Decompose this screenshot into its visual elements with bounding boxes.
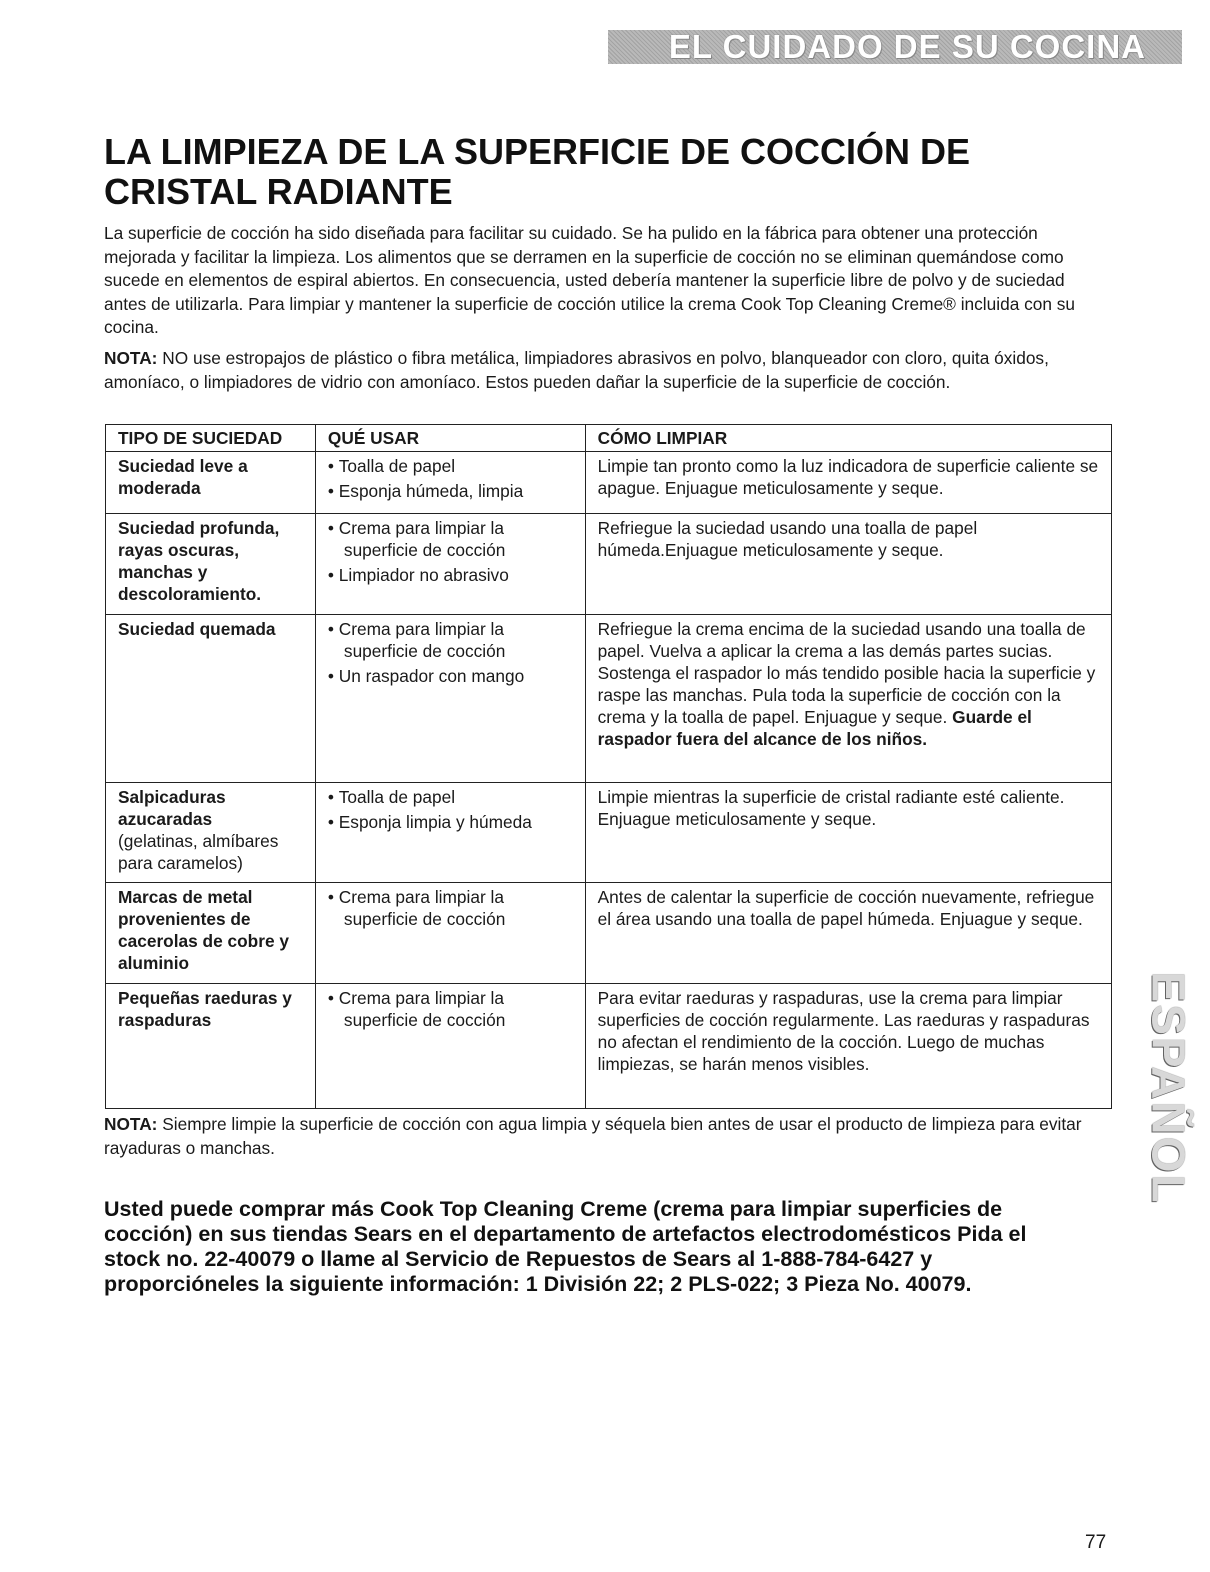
language-side-tab <box>1143 968 1193 1208</box>
intro-paragraph: La superficie de cocción ha sido diseñada para facilitar su cuidado. Se ha pulido en la fábrica para obtener una protección mejorada y facilitar la limpieza. Los alimentos que se derramen en la superficie de cocción no se eliminan quemándose como sucede en elementos de espiral abiertos. En consecuencia, usted debería mantener la superficie libre de polvo y de suciedad antes de utilizarla. Para limpiar y mantener la superficie de cocción utilice la crema Cook Top Cleaning Creme® incluida con su cocina. <box>104 223 1076 337</box>
soil-type-cell <box>106 883 316 984</box>
soil-type-cell <box>106 783 316 883</box>
soil-type: Suciedad leve a moderada <box>118 456 248 498</box>
how-to-clean-cell <box>585 984 1111 1109</box>
use-item: • Crema para limpiar la superficie de cocción <box>328 886 573 930</box>
use-item: • Esponja húmeda, limpia <box>328 480 573 502</box>
note-text: NO use estropajos de plástico o fibra metálica, limpiadores abrasivos en polvo, blanqueador con cloro, quita óxidos, amoníaco, o limpiadores de vidrio con amoníaco. Estos pueden dañar la superficie de la superficie de cocción. <box>104 348 1049 392</box>
how-to-clean-text: Limpie tan pronto como la luz indicadora de superficie caliente se apague. Enjuague meticulosamente y seque. <box>597 456 1099 498</box>
how-to-clean-cell <box>585 452 1111 514</box>
soil-type-cell <box>106 615 316 783</box>
note-rinse <box>104 1113 1109 1160</box>
use-item: • Esponja limpia y húmeda <box>328 811 573 833</box>
table-row <box>106 452 1112 514</box>
soil-type: Salpicaduras azucaradas <box>118 787 226 829</box>
note-label: NOTA: <box>104 1114 158 1134</box>
what-to-use-cell <box>315 984 585 1109</box>
column-header-what-to-use: QUÉ USAR <box>315 425 585 452</box>
how-to-clean-text: Limpie mientras la superficie de cristal radiante esté caliente. Enjuague meticulosamente y seque. <box>597 787 1065 829</box>
table-row <box>106 783 1112 883</box>
use-item: • Crema para limpiar la superficie de cocción <box>328 987 573 1031</box>
language-label: ESPAÑOL <box>1142 971 1195 1205</box>
how-to-clean-text: Antes de calentar la superficie de cocción nuevamente, refriegue el área usando una toalla de papel húmeda. Enjuague y seque. <box>597 887 1095 929</box>
how-to-clean-text: Para evitar raeduras y raspaduras, use la crema para limpiar superficies de cocción regularmente. Las raeduras y raspaduras no afectan el rendimiento de la cocción. Luego de muchas limpiezas, se harán menos visibles. <box>597 988 1090 1074</box>
table-header-row <box>106 425 1112 452</box>
note-text: Siempre limpie la superficie de cocción con agua limpia y séquela bien antes de usar el producto de limpieza para evitar rayaduras o manchas. <box>104 1114 1082 1158</box>
how-to-clean-text: Refriegue la suciedad usando una toalla de papel húmeda.Enjuague meticulosamente y seque. <box>597 518 978 560</box>
what-to-use-cell <box>315 615 585 783</box>
what-to-use-cell <box>315 514 585 615</box>
use-item: • Crema para limpiar la superficie de cocción <box>328 618 573 662</box>
what-to-use-cell <box>315 452 585 514</box>
page-number: 77 <box>1085 1532 1107 1553</box>
how-to-clean-cell <box>585 514 1111 615</box>
soil-type-detail: (gelatinas, almíbares para caramelos) <box>118 831 279 873</box>
use-item: • Toalla de papel <box>328 455 573 477</box>
soil-type: Pequeñas raeduras y raspaduras <box>118 988 292 1030</box>
how-to-clean-warning: Guarde el raspador fuera del alcance de los niños. <box>597 707 1032 749</box>
note-warning <box>104 347 1109 394</box>
table-row <box>106 514 1112 615</box>
soil-type-cell <box>106 452 316 514</box>
use-item: • Limpiador no abrasivo <box>328 564 573 586</box>
how-to-clean-cell <box>585 615 1111 783</box>
table-row <box>106 984 1112 1109</box>
purchase-info: Usted puede comprar más Cook Top Cleaning Creme (crema para limpiar superficies de cocción) en sus tiendas Sears en el departamento de artefactos electrodomésticos Pida el stock no. 22-40079 o llame al Servicio de Repuestos de Sears al 1-888-784-6427 y proporcióneles la siguiente información: 1 División 22; 2 PLS-022; 3 Pieza No. 40079. <box>104 1197 1027 1296</box>
soil-type: Suciedad quemada <box>118 619 276 639</box>
soil-type: Suciedad profunda, rayas oscuras, manchas y descoloramiento. <box>118 518 280 604</box>
note-label: NOTA: <box>104 348 158 368</box>
column-header-soil-type: TIPO DE SUCIEDAD <box>106 425 316 452</box>
column-header-how-to-clean: CÓMO LIMPIAR <box>585 425 1111 452</box>
page-title: LA LIMPIEZA DE LA SUPERFICIE DE COCCIÓN DE CRISTAL RADIANTE <box>104 131 971 212</box>
soil-type: Marcas de metal provenientes de cacerolas de cobre y aluminio <box>118 887 289 973</box>
table-row <box>106 883 1112 984</box>
section-header-title: EL CUIDADO DE SU COCINA <box>668 28 1146 65</box>
how-to-clean-text: Refriegue la crema encima de la suciedad usando una toalla de papel. Vuelva a aplicar la crema a las demás partes sucias. Sostenga el raspador lo más tendido posible hacia la superficie y raspe las manchas. Pula toda la superficie de cocción con la crema y la toalla de papel. Enjuague y seque. <box>597 619 1096 727</box>
section-header-band <box>608 30 1182 64</box>
soil-type-cell <box>106 984 316 1109</box>
use-item: • Toalla de papel <box>328 786 573 808</box>
use-item: • Un raspador con mango <box>328 665 573 687</box>
cleaning-table <box>105 424 1112 1109</box>
what-to-use-cell <box>315 883 585 984</box>
soil-type-cell <box>106 514 316 615</box>
what-to-use-cell <box>315 783 585 883</box>
how-to-clean-cell <box>585 883 1111 984</box>
how-to-clean-cell <box>585 783 1111 883</box>
use-item: • Crema para limpiar la superficie de cocción <box>328 517 573 561</box>
table-row <box>106 615 1112 783</box>
